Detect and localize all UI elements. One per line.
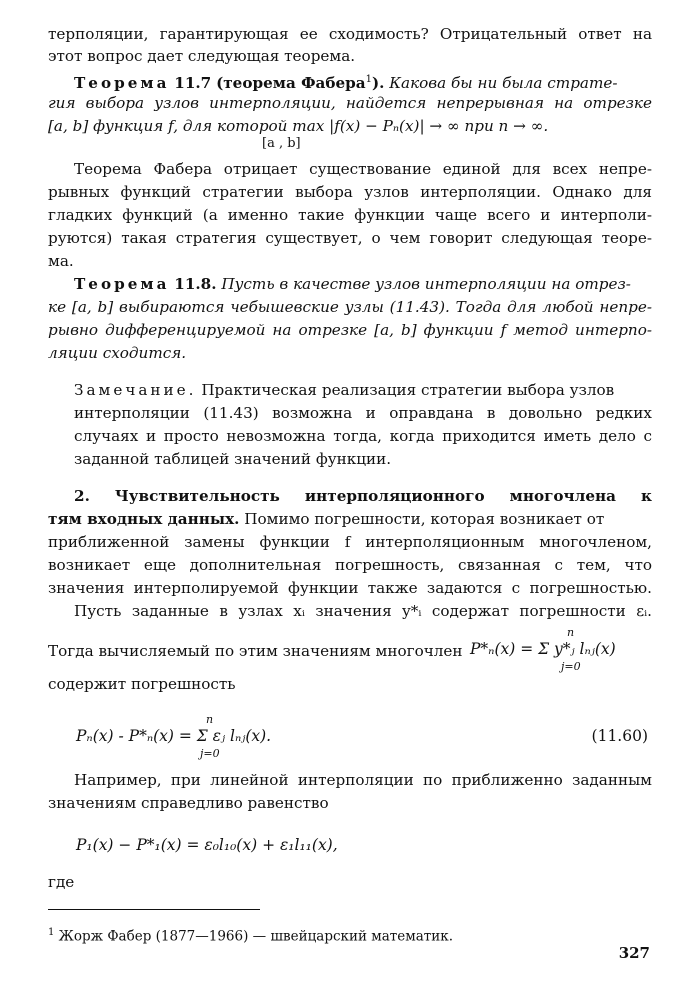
eq-sum-upper: n bbox=[206, 713, 214, 726]
theorem-11-8-line-3: рывно дифференцируемой на отрезке [a, b] функции f метод интерпо- bbox=[48, 321, 652, 339]
remark-line-1: Замечание. Практическая реализация стратегии выбора узлов bbox=[74, 381, 615, 399]
footnote-rule bbox=[48, 909, 260, 910]
remark-label: Замечание. bbox=[74, 381, 197, 399]
max-subscript: [a , b] bbox=[262, 136, 301, 151]
remark-line-4: заданной таблицей значений функции. bbox=[74, 450, 392, 468]
theorem-11-8-line-4: ляции сходится. bbox=[48, 344, 187, 362]
section-2-line-5: Пусть заданные в узлах xᵢ значения y*ᵢ содержат погрешности εᵢ. bbox=[74, 602, 652, 620]
section-2-heading: 2. Чувствительность интерполяционного многочлена к bbox=[74, 487, 652, 505]
faber-line-4: руются) такая стратегия существует, о чем говорит следующая теоре- bbox=[48, 229, 652, 247]
where-word: где bbox=[48, 873, 75, 891]
faber-line-3: гладких функций (а именно такие функции чаще всего и интерполи- bbox=[48, 206, 652, 224]
theorem-11-8-heading: Теорема 11.8. Пусть в качестве узлов интерполяции на отрез- bbox=[74, 275, 631, 293]
sum-upper-limit: n bbox=[567, 626, 575, 639]
theorem-name-close: ). bbox=[371, 74, 385, 93]
theorem-11-7-text-1: Какова бы ни была страте- bbox=[389, 74, 618, 93]
footnote bbox=[48, 927, 453, 945]
remark-line-3: случаях и просто невозможна тогда, когда приходится иметь дело с bbox=[74, 427, 652, 445]
page-number: 327 bbox=[618, 944, 650, 962]
linear-equation: P₁(x) − P*₁(x) = ε₀l₁₀(x) + ε₁l₁₁(x), bbox=[76, 836, 338, 854]
faber-line-2: рывных функций стратегии выбора узлов интерполяции. Однако для bbox=[48, 183, 652, 201]
footnote-number: 1 bbox=[48, 927, 55, 938]
faber-line-1: Теорема Фабера отрицает существование единой для всех непре- bbox=[74, 160, 652, 178]
section-2-line-2: приближенной замены функции f интерполяционным многочленом, bbox=[48, 533, 652, 551]
theorem-name: (теорема Фабера bbox=[216, 74, 366, 93]
sum-lower-limit: j=0 bbox=[561, 660, 581, 673]
footnote-text: Жорж Фабер (1877—1966) — швейцарский математик. bbox=[58, 928, 453, 945]
section-2-line-7: содержит погрешность bbox=[48, 675, 236, 693]
remark-line-2: интерполяции (11.43) возможна и оправдана в довольно редких bbox=[74, 404, 652, 422]
section-2-line-4: значения интерполируемой функции также задаются с погрешностью. bbox=[48, 579, 652, 597]
theorem-11-7-line-3: [a, b] функция f, для которой max |f(x) − Pₙ(x)| → ∞ при n → ∞. bbox=[48, 117, 549, 135]
linear-line-1: Например, при линейной интерполяции по приближенно заданным bbox=[74, 771, 652, 789]
faber-line-5: ма. bbox=[48, 252, 74, 270]
section-2-line-1: тям входных данных. Помимо погрешности, которая возникает от bbox=[48, 510, 605, 528]
footnote-mark: 1 bbox=[365, 74, 372, 85]
equation-11-60: Pₙ(x) - P*ₙ(x) = Σ εⱼ lₙⱼ(x). bbox=[76, 727, 272, 745]
max-formula: max |f(x) − Pₙ(x)| → ∞ при n → ∞. bbox=[292, 117, 549, 135]
theorem-label: Теорема bbox=[74, 74, 170, 93]
theorem-11-8-line-2: ке [a, b] выбираются чебышевские узлы (11.43). Тогда для любой непре- bbox=[48, 298, 652, 316]
section-2-line-6: Тогда вычисляемый по этим значениям многочлен bbox=[48, 642, 463, 660]
equation-number: (11.60) bbox=[591, 727, 648, 745]
intro-line-2: этот вопрос дает следующая теорема. bbox=[48, 47, 356, 65]
theorem-11-7-heading bbox=[48, 70, 652, 93]
polynomial-formula: P*ₙ(x) = Σ y*ⱼ lₙⱼ(x) bbox=[470, 640, 616, 658]
theorem-number: 11.7 bbox=[174, 74, 212, 93]
intro-line-1: терполяции, гарантирующая ее сходимость? Отрицательный ответ на bbox=[48, 25, 652, 43]
linear-line-2: значениям справедливо равенство bbox=[48, 794, 329, 812]
theorem-11-7-line-2: гия выбора узлов интерполяции, найдется непрерывная на отрезке bbox=[48, 94, 652, 112]
eq-sum-lower: j=0 bbox=[200, 747, 220, 760]
section-2-line-3: возникает еще дополнительная погрешность, связанная с тем, что bbox=[48, 556, 652, 574]
